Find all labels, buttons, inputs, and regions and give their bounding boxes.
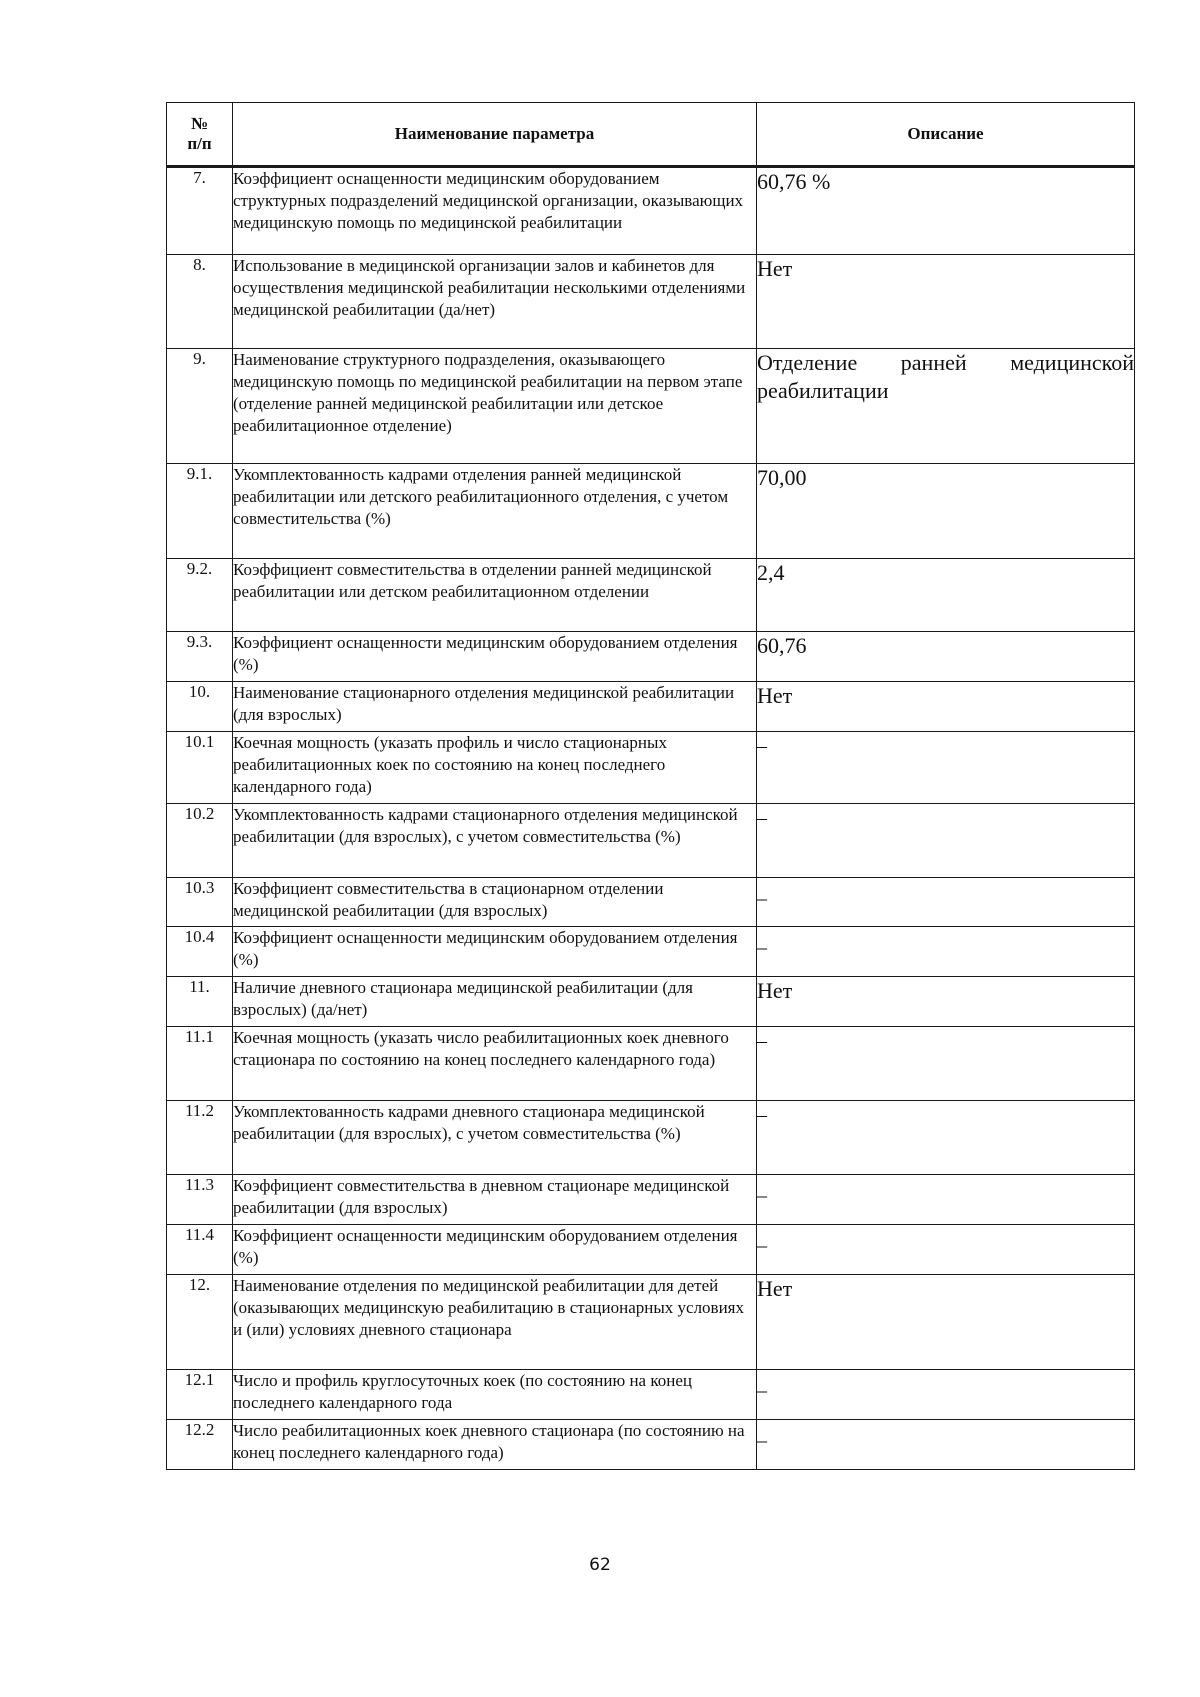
row-parameter: Число реабилитационных коек дневного стационара (по состоянию на конец последнего календарного года) (233, 1420, 757, 1470)
row-description: Нет (757, 255, 1135, 349)
table-row (167, 878, 1135, 927)
table-row (167, 1175, 1135, 1225)
header-number-line2: п/п (187, 134, 212, 153)
row-parameter: Число и профиль круглосуточных коек (по состоянию на конец последнего календарного года (233, 1370, 757, 1420)
table-row (167, 682, 1135, 732)
header-number (167, 103, 233, 167)
row-description: _ (757, 927, 1135, 977)
row-description: _ (757, 1175, 1135, 1225)
table-row (167, 977, 1135, 1027)
row-description: Нет (757, 977, 1135, 1027)
row-description: _ (757, 1370, 1135, 1420)
header-description: Описание (757, 103, 1135, 167)
table-row (167, 1225, 1135, 1275)
row-number: 10.1 (167, 732, 233, 804)
row-parameter: Использование в медицинской организации залов и кабинетов для осуществления медицинской реабилитации несколькими отделениями медицинской реабилитации (да/нет) (233, 255, 757, 349)
row-parameter: Коэффициент совместительства в отделении ранней медицинской реабилитации или детском реабилитационном отделении (233, 559, 757, 632)
row-parameter: Коечная мощность (указать число реабилитационных коек дневного стационара по состоянию на конец последнего календарного года) (233, 1027, 757, 1101)
table-row (167, 732, 1135, 804)
table-row (167, 1101, 1135, 1175)
row-description: Отделение ранней медицинской реабилитации (757, 349, 1135, 464)
row-parameter: Наименование отделения по медицинской реабилитации для детей (оказывающих медицинскую реабилитацию в стационарных условиях и (или) условиях дневного стационара (233, 1275, 757, 1370)
row-number: 12.1 (167, 1370, 233, 1420)
header-number-line1: № (190, 114, 209, 133)
row-number: 9. (167, 349, 233, 464)
page-number: 62 (589, 1555, 611, 1575)
table-row (167, 1370, 1135, 1420)
row-number: 10.4 (167, 927, 233, 977)
row-description: – (757, 732, 1135, 804)
table-row (167, 927, 1135, 977)
row-number: 12.2 (167, 1420, 233, 1470)
row-parameter: Коэффициент оснащенности медицинским оборудованием отделения (%) (233, 1225, 757, 1275)
row-number: 11. (167, 977, 233, 1027)
row-number: 12. (167, 1275, 233, 1370)
table-header-row (167, 103, 1135, 167)
row-parameter: Коэффициент оснащенности медицинским оборудованием структурных подразделений медицинской организации, оказывающих медицинскую помощь по медицинской реабилитации (233, 167, 757, 255)
row-number: 11.3 (167, 1175, 233, 1225)
row-description: _ (757, 1420, 1135, 1470)
row-description: Нет (757, 1275, 1135, 1370)
table-row (167, 1275, 1135, 1370)
row-parameter: Наличие дневного стационара медицинской реабилитации (для взрослых) (да/нет) (233, 977, 757, 1027)
row-number: 8. (167, 255, 233, 349)
row-description: 60,76 % (757, 167, 1135, 255)
row-parameter: Наименование стационарного отделения медицинской реабилитации (для взрослых) (233, 682, 757, 732)
table-row (167, 804, 1135, 878)
table-row (167, 464, 1135, 559)
row-number: 10. (167, 682, 233, 732)
parameters-table (166, 102, 1135, 1470)
table-row (167, 559, 1135, 632)
row-number: 11.2 (167, 1101, 233, 1175)
row-description: 2,4 (757, 559, 1135, 632)
header-parameter-name: Наименование параметра (233, 103, 757, 167)
table-row (167, 167, 1135, 255)
table-row (167, 1027, 1135, 1101)
row-number: 11.4 (167, 1225, 233, 1275)
row-description: Нет (757, 682, 1135, 732)
table-row (167, 632, 1135, 682)
row-parameter: Коэффициент оснащенности медицинским оборудованием отделения (%) (233, 632, 757, 682)
row-parameter: Коэффициент оснащенности медицинским оборудованием отделения (%) (233, 927, 757, 977)
row-parameter: Наименование структурного подразделения, оказывающего медицинскую помощь по медицинской реабилитации на первом этапе (отделение ранней медицинской реабилитации или детское реабилитационное отделение) (233, 349, 757, 464)
row-number: 10.3 (167, 878, 233, 927)
row-parameter: Укомплектованность кадрами дневного стационара медицинской реабилитации (для взрослых), с учетом совместительства (%) (233, 1101, 757, 1175)
row-description: 70,00 (757, 464, 1135, 559)
row-number: 9.2. (167, 559, 233, 632)
row-number: 10.2 (167, 804, 233, 878)
row-description: _ (757, 1225, 1135, 1275)
row-parameter: Коечная мощность (указать профиль и число стационарных реабилитационных коек по состоянию на конец последнего календарного года) (233, 732, 757, 804)
table-row (167, 1420, 1135, 1470)
row-description: – (757, 1101, 1135, 1175)
row-number: 9.1. (167, 464, 233, 559)
row-parameter: Укомплектованность кадрами стационарного отделения медицинской реабилитации (для взрослых), с учетом совместительства (%) (233, 804, 757, 878)
row-number: 9.3. (167, 632, 233, 682)
row-description: – (757, 1027, 1135, 1101)
row-number: 11.1 (167, 1027, 233, 1101)
row-parameter: Коэффициент совместительства в дневном стационаре медицинской реабилитации (для взрослых) (233, 1175, 757, 1225)
table-row (167, 349, 1135, 464)
row-parameter: Коэффициент совместительства в стационарном отделении медицинской реабилитации (для взрослых) (233, 878, 757, 927)
row-number: 7. (167, 167, 233, 255)
row-parameter: Укомплектованность кадрами отделения ранней медицинской реабилитации или детского реабилитационного отделения, с учетом совместительства (%) (233, 464, 757, 559)
row-description: 60,76 (757, 632, 1135, 682)
row-description: – (757, 804, 1135, 878)
row-description: _ (757, 878, 1135, 927)
table-row (167, 255, 1135, 349)
